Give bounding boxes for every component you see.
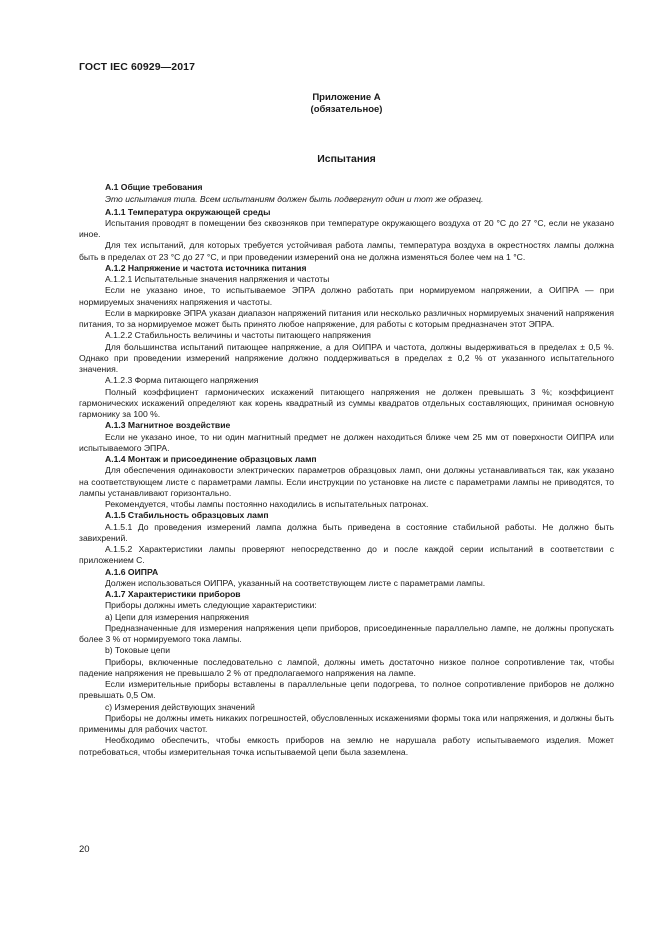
paragraph: Если не указано иное, то ни один магнитный предмет не должен находиться ближе чем 25 мм от поверхности ОИПРА или испытываемого ЭПРА.: [79, 431, 614, 453]
paragraph: Это испытания типа. Всем испытаниям должен быть подвергнут один и тот же образец.: [105, 194, 484, 205]
section-heading: А.1.1 Температура окружающей среды: [105, 206, 271, 217]
annex-heading: [79, 92, 614, 116]
section-heading: А.1.6 ОИПРА: [105, 566, 159, 577]
paragraph: Приборы должны иметь следующие характеристики:: [105, 600, 317, 611]
paragraph: Если не указано иное, то испытываемое ЭПРА должно работать при нормируемом напряжении, а ОИПРА — при нормируемых значениях напряжения и частоты.: [79, 285, 614, 307]
page-title: Испытания: [317, 153, 376, 165]
annex-status: (обязательное): [310, 104, 383, 115]
section-heading: А.1.3 Магнитное воздействие: [105, 420, 231, 431]
paragraph: Если измерительные приборы вставлены в параллельные цепи подогрева, то полное сопротивление приборов не должно превышать 0,5 Ом.: [79, 679, 614, 701]
paragraph: Если в маркировке ЭПРА указан диапазон напряжений питания или несколько различных нормируемых значений напряжения питания, то за нормируемое может быть принято любое напряжение, для работы с которым предназначен этот ЭПРА.: [79, 307, 614, 329]
list-item-heading: с) Измерения действующих значений: [105, 701, 255, 712]
standard-header: ГОСТ IEC 60929—2017: [79, 61, 196, 73]
paragraph: Для обеспечения одинаковости электрических параметров образцовых ламп, они должны устанавливаться так, как указано на соответствующем листе с параметрами лампы. Если инструкции по установке на листе с параметрами лампы не приводятся, то лампы устанавливают горизонтально.: [79, 465, 614, 498]
list-item-heading: а) Цепи для измерения напряжения: [105, 611, 249, 622]
paragraph: Для тех испытаний, для которых требуется устойчивая работа лампы, температура воздуха в окрестностях лампы должна быть в пределах от 23 °С до 27 °С, и при проведении измерений она не должна изменяться более чем на 1 °С.: [79, 240, 614, 262]
subsection-heading: А.1.2.1 Испытательные значения напряжения и частоты: [105, 274, 330, 284]
paragraph: А.1.5.1 До проведения измерений лампа должна быть приведена в состояние стабильной работы. Не должно быть завихрений.: [79, 521, 614, 543]
paragraph: Приборы не должны иметь никаких погрешностей, обусловленных искажениями формы тока или напряжения, и должны быть применимы для рабочих частот.: [79, 712, 614, 734]
paragraph: Для большинства испытаний питающее напряжение, а для ОИПРА и частота, должны выдерживаться в пределах ± 0,5 %. Однако при проведении измерений напряжение должно поддерживаться в пределах ± 0,2 % от указанного испытательного значения.: [79, 341, 614, 374]
subsection-heading: А.1.2.2 Стабильность величины и частоты питающего напряжения: [105, 330, 371, 341]
paragraph: Полный коэффициент гармонических искажений питающего напряжения не должен превышать 3 %; коэффициент гармонических искажений определяют как корень квадратный из суммы квадратов отдельных составляющих, принимая основную гармонику за 100 %.: [79, 386, 614, 419]
list-item-heading: b) Токовые цепи: [105, 645, 170, 656]
paragraph: Испытания проводят в помещении без сквозняков при температуре окружающего воздуха от 20 °С до 27 °С, если не указано иное.: [79, 217, 614, 239]
paragraph: Приборы, включенные последовательно с лампой, должны иметь достаточно низкое полное сопротивление так, чтобы падение напряжения не превышало 2 % от предполагаемого напряжения на лампе.: [79, 656, 614, 678]
section-heading: А.1.4 Монтаж и присоединение образцовых ламп: [105, 454, 317, 464]
paragraph: Предназначенные для измерения напряжения цепи приборов, присоединенные параллельно лампе, не должны пропускать более 3 % от нормируемого тока лампы.: [79, 622, 614, 644]
paragraph: А.1.5.2 Характеристики лампы проверяют непосредственно до и после каждой серии испытаний в соответствии с приложением С.: [79, 544, 614, 566]
section-heading: А.1.7 Характеристики приборов: [105, 589, 241, 599]
paragraph: Необходимо обеспечить, чтобы емкость приборов на землю не нарушала работу испытываемого изделия. Может потребоваться, чтобы измерительная точка испытываемой цепи была заземлена.: [79, 735, 614, 757]
subsection-heading: А.1.2.3 Форма питающего напряжения: [105, 375, 259, 386]
paragraph: Должен использоваться ОИПРА, указанный на соответствующем листе с параметрами лампы.: [105, 577, 486, 588]
annex-title: Приложение А: [312, 92, 381, 103]
document-body: [79, 182, 614, 758]
paragraph: Рекомендуется, чтобы лампы постоянно находились в испытательных патронах.: [105, 499, 429, 509]
section-heading: А.1.2 Напряжение и частота источника питания: [105, 262, 307, 273]
page-number: 20: [79, 844, 90, 855]
section-heading: А.1 Общие требования: [105, 182, 203, 192]
section-heading: А.1.5 Стабильность образцовых ламп: [105, 510, 269, 521]
